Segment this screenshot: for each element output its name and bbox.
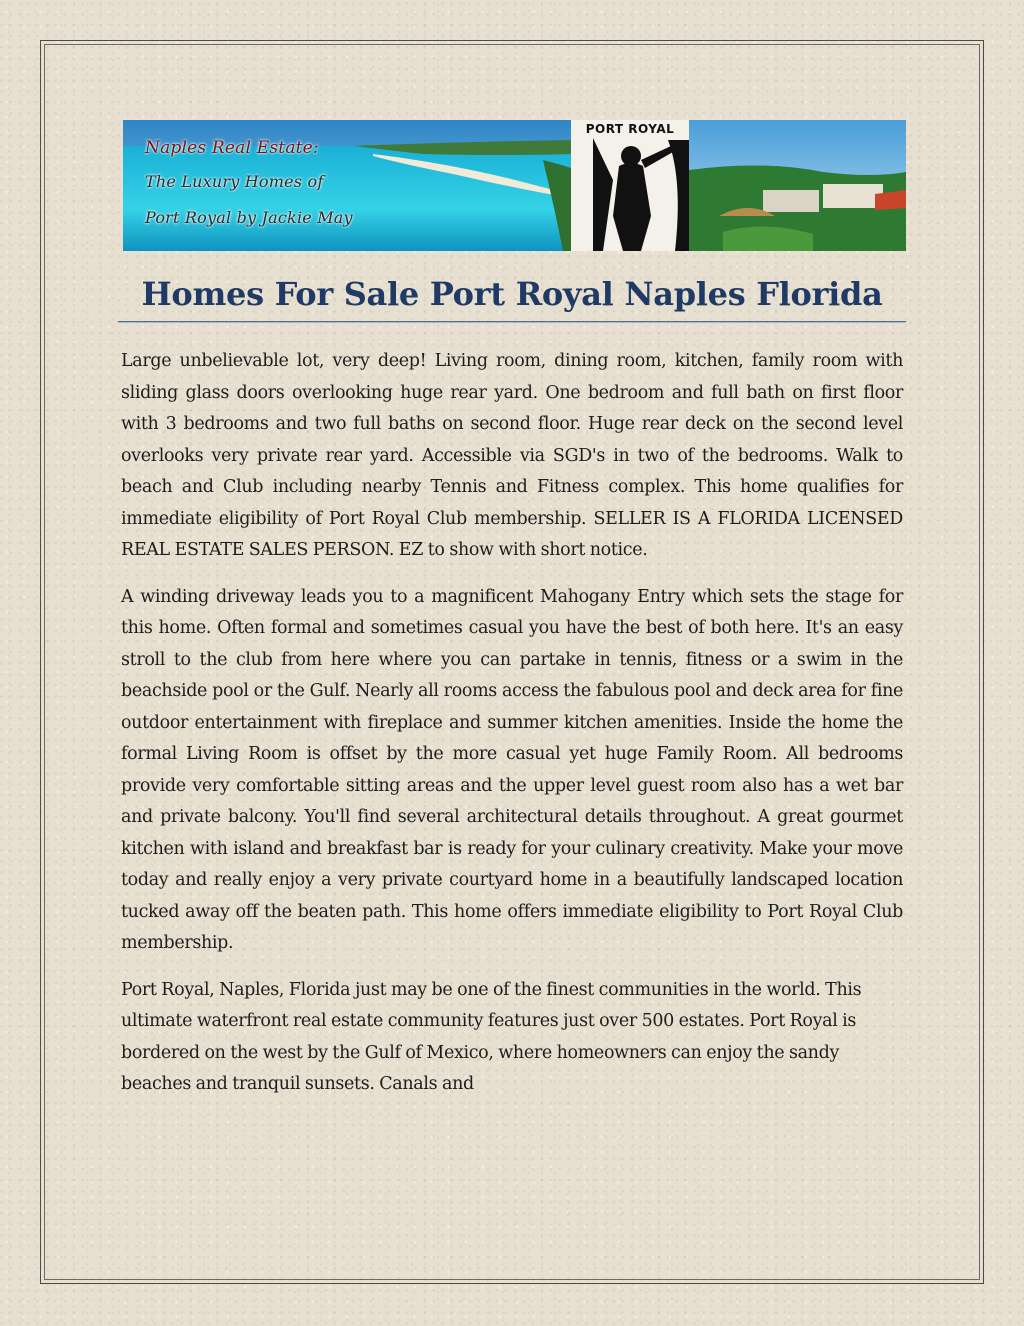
paragraph-2: A winding driveway leads you to a magnificent Mahogany Entry which sets the stage for this home. Often formal and sometimes casual you have the best of both here. It's an easy stroll to the club from here where you can partake in tennis, fitness or a swim in the beachside pool or the Gulf. Nearly all rooms access the fabulous pool and deck area for fine outdoor entertainment with fireplace and summer kitchen amenities. Inside the home the formal Living Room is offset by the more casual yet huge Family Room. All bedrooms provide very comfortable sitting areas and the upper level guest room also has a wet bar and private balcony. You'll find several architectural details throughout. A great gourmet kitchen with island and breakfast bar is ready for your culinary creativity. Make your move today and really enjoy a very private courtyard home in a beautifully landscaped location tucked away off the beaten path. This home offers immediate eligibility to Port Royal Club membership. [121,586,903,953]
banner-script-line-1: Naples Real Estate: [145,138,319,158]
page-title: Homes For Sale Port Royal Naples Florida [141,275,883,313]
banner-script-line-2: The Luxury Homes of [145,172,324,191]
header-banner [123,120,906,251]
paragraph-1: Large unbelievable lot, very deep! Living room, dining room, kitchen, family room with sliding glass doors overlooking huge rear yard. One bedroom and full bath on first floor with 3 bedrooms and two full baths on second floor. Huge rear deck on the second level overlooks very private rear yard. Accessible via SGD's in two of the bedrooms. Walk to beach and Club including nearby Tennis and Fitness complex. This home qualifies for immediate eligibility of Port Royal Club membership. SELLER IS A FLORIDA LICENSED REAL ESTATE SALES PERSON. EZ to show with short notice. [121,351,903,560]
banner-sea [123,146,571,251]
port-royal-logo-text: PORT ROYAL [585,122,675,136]
paragraph-3: Port Royal, Naples, Florida just may be one of the finest communities in the world. This ultimate waterfront real estate community features just over 500 estates. Port Royal is bordered on the west by the Gulf of Mexico, where homeowners can enjoy the sandy beaches and tranquil sunsets. Canals and [121,979,862,1094]
title-underline [118,321,906,323]
banner-script-line-3: Port Royal by Jackie May [145,208,353,227]
article-body [121,346,903,1116]
